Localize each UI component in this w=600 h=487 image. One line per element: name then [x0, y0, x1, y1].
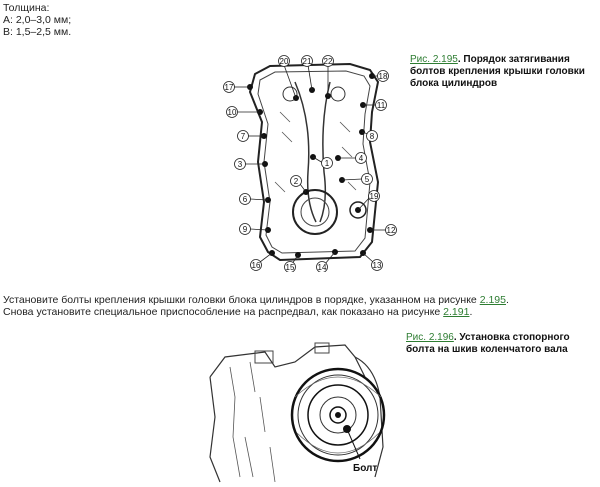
bolt-label-10: 10	[227, 108, 237, 117]
paragraph-1-text: Установите болты крепления крышки головки блока цилиндров в порядке, указанном на рисунке	[3, 294, 480, 306]
bolt-label: Болт	[353, 463, 378, 474]
bolt-label-8: 8	[369, 132, 375, 141]
paragraph-1-figure-link[interactable]: 2.195	[479, 294, 506, 306]
bolt-label-14: 14	[317, 263, 327, 272]
bolt-label-13: 13	[372, 261, 382, 270]
bolt-label-20: 20	[279, 57, 289, 66]
bolt-label-9: 9	[242, 225, 248, 234]
bolt-label-1: 1	[324, 159, 330, 168]
paragraph-1	[3, 294, 509, 306]
bolt-label-6: 6	[242, 195, 248, 204]
bolt-label-16: 16	[251, 261, 261, 270]
paragraph-2-tail: .	[469, 306, 473, 318]
bolt-label-7: 7	[240, 132, 246, 141]
figure-2-195-caption-text: . Порядок затягивания болтов крепления крышки головки блока цилиндров	[410, 54, 585, 89]
paragraph-1-tail: .	[505, 294, 509, 306]
bolt-label-2: 2	[293, 177, 299, 186]
bolt-label-11: 11	[376, 101, 386, 110]
bolt-label-12: 12	[386, 226, 396, 235]
bolt-label-21: 21	[302, 57, 312, 66]
bolt-label-22: 22	[323, 57, 333, 66]
bolt-label-17: 17	[224, 83, 234, 92]
paragraph-2-figure-link[interactable]: 2.191	[443, 306, 470, 318]
thickness-b: В: 1,5–2,5 мм.	[3, 26, 72, 38]
thickness-title: Толщина:	[3, 2, 50, 14]
figure-2-196-caption-text: . Установка стопорного болта на шкив коленчатого вала	[406, 332, 570, 355]
figure-2-195-drawing	[220, 52, 410, 272]
bolt-label-19: 19	[369, 192, 379, 201]
bolt-label-4: 4	[358, 154, 364, 163]
figure-2-195-caption	[410, 54, 595, 90]
thickness-a: А: 2,0–3,0 мм;	[3, 14, 72, 26]
bolt-label-18: 18	[378, 72, 388, 81]
figure-2-196-drawing	[205, 337, 400, 487]
paragraph-2	[3, 306, 472, 318]
bolt-label-5: 5	[364, 175, 370, 184]
figure-2-195-ref-link[interactable]: Рис. 2.195	[410, 54, 458, 65]
figure-2-196-caption	[406, 332, 596, 356]
bolt-label-3: 3	[237, 160, 243, 169]
figure-2-196-ref-link[interactable]: Рис. 2.196	[406, 332, 454, 343]
paragraph-2-text: Снова установите специальное приспособление на распредвал, как показано на рисунке	[3, 306, 444, 318]
bolt-label-15: 15	[285, 263, 295, 272]
